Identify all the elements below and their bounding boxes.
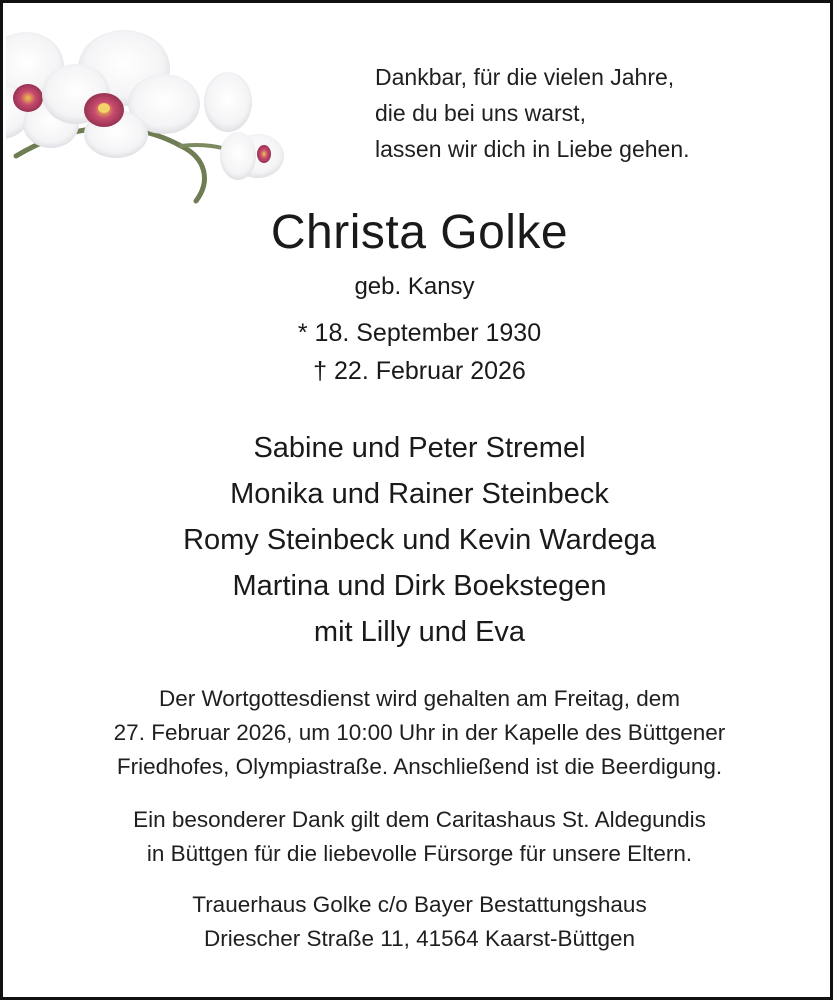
orchid-flower-image xyxy=(6,6,296,206)
address-line: Trauerhaus Golke c/o Bayer Bestattungshaus xyxy=(192,892,647,917)
mourning-address xyxy=(3,888,833,956)
quote-line: lassen wir dich in Liebe gehen. xyxy=(375,136,690,162)
deceased-name: Christa Golke xyxy=(270,206,569,259)
quote-line: Dankbar, für die vielen Jahre, xyxy=(375,64,675,90)
quote-line: die du bei uns warst, xyxy=(375,100,586,126)
address-line: Driescher Straße 11, 41564 Kaarst-Büttgen xyxy=(203,926,636,951)
service-announcement xyxy=(3,682,833,784)
mourner-line: Monika und Rainer Steinbeck xyxy=(230,478,609,510)
thanks-note xyxy=(3,803,833,871)
memorial-quote xyxy=(375,59,795,167)
death-date: † 22. Februar 2026 xyxy=(313,357,526,385)
mourner-line: Sabine und Peter Stremel xyxy=(253,432,586,464)
mourners-list xyxy=(3,425,833,655)
thanks-line: in Büttgen für die liebevolle Fürsorge für unsere Eltern. xyxy=(146,841,693,866)
birth-date: * 18. September 1930 xyxy=(297,319,542,347)
mourner-line: mit Lilly und Eva xyxy=(313,616,526,648)
thanks-line: Ein besonderer Dank gilt dem Caritashaus St. Aldegundis xyxy=(133,807,706,832)
service-line: Friedhofes, Olympiastraße. Anschließend ist die Beerdigung. xyxy=(116,754,723,779)
maiden-name: geb. Kansy xyxy=(354,273,475,300)
service-line: Der Wortgottesdienst wird gehalten am Freitag, dem xyxy=(158,686,681,711)
service-line: 27. Februar 2026, um 10:00 Uhr in der Kapelle des Büttgener xyxy=(113,720,726,745)
mourner-line: Romy Steinbeck und Kevin Wardega xyxy=(183,524,656,556)
mourner-line: Martina und Dirk Boekstegen xyxy=(232,570,607,602)
